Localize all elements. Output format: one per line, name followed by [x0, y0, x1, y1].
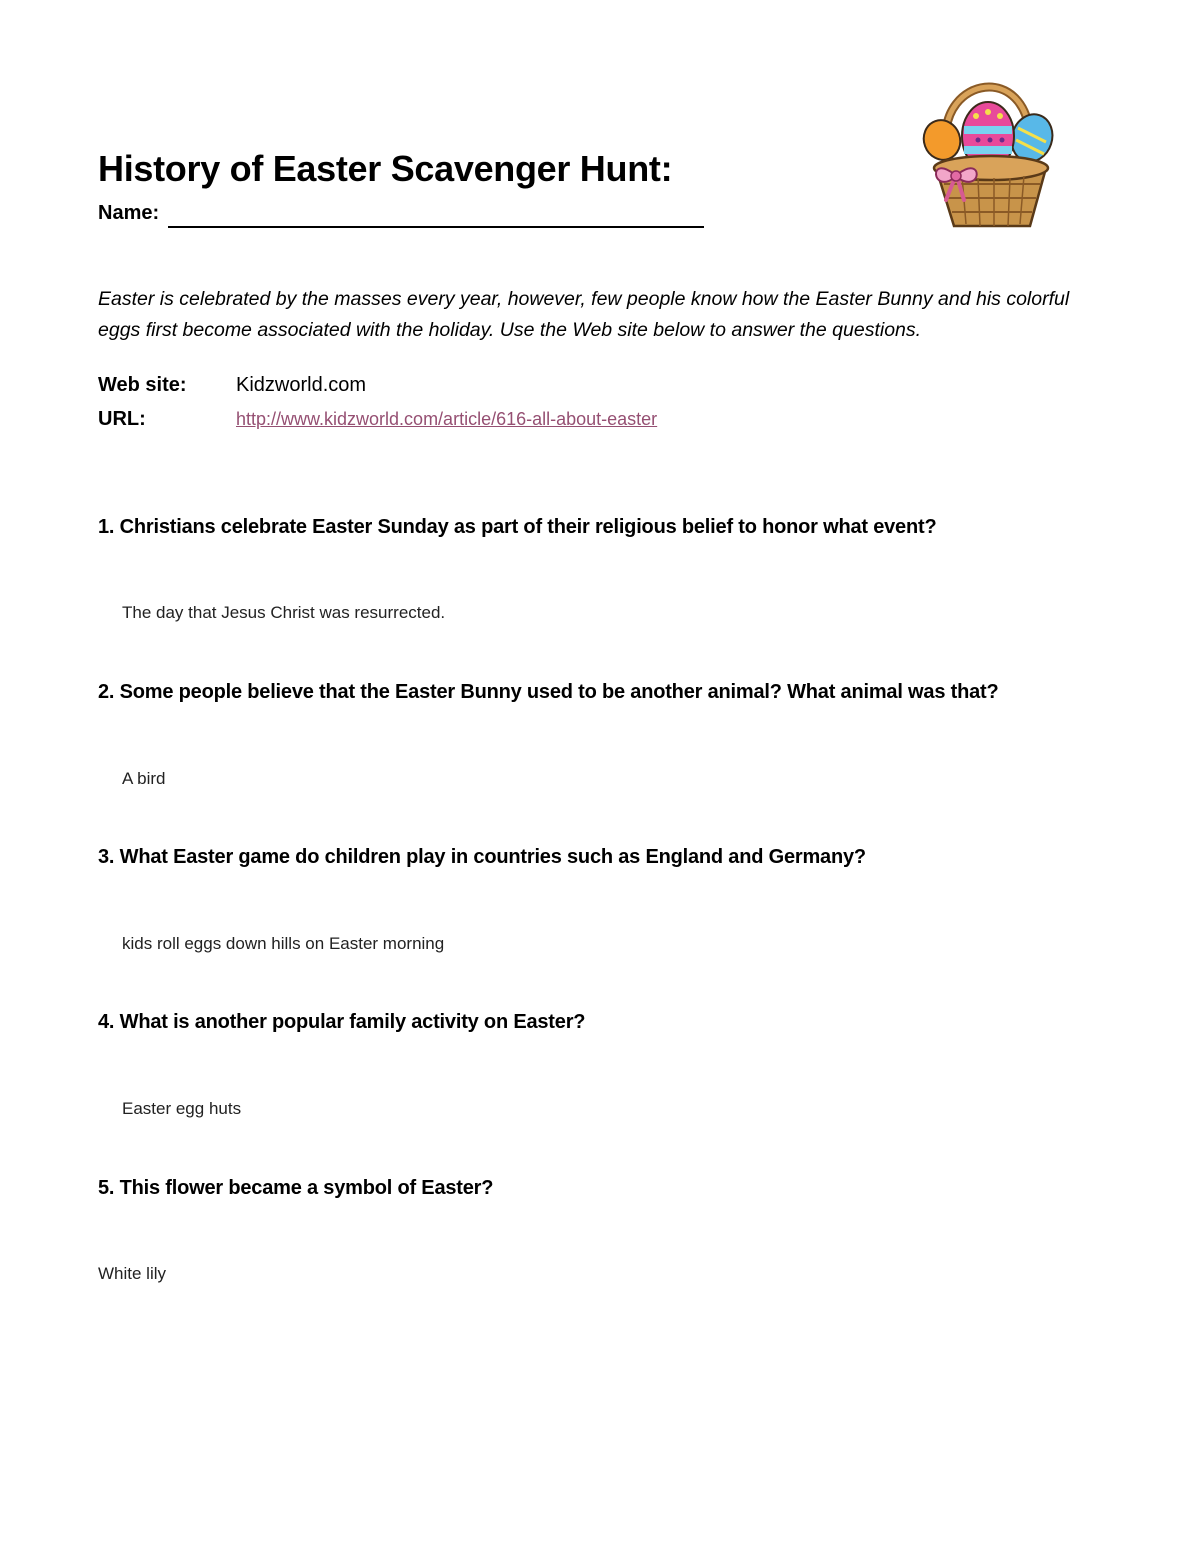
question-3: 3. What Easter game do children play in countries such as England and Germany?	[98, 846, 866, 868]
question-5: 5. This flower became a symbol of Easter?	[98, 1177, 494, 1199]
url-label: URL:	[98, 408, 146, 430]
url-link[interactable]: http://www.kidzworld.com/article/616-all-about-easter	[236, 409, 658, 429]
answer-3: kids roll eggs down hills on Easter morning	[122, 934, 445, 953]
question-4: 4. What is another popular family activity on Easter?	[98, 1011, 586, 1033]
website-label: Web site:	[98, 374, 187, 396]
intro-paragraph: Easter is celebrated by the masses every year, however, few people know how the Easter Bunny and his colorful eggs first become associated with the holiday. Use the Web site below to answer the questions.	[98, 288, 1070, 341]
answer-5: White lily	[98, 1264, 167, 1283]
question-2: 2. Some people believe that the Easter Bunny used to be another animal? What animal was that?	[98, 681, 999, 703]
page-title: History of Easter Scavenger Hunt:	[98, 148, 673, 189]
easter-basket-icon	[918, 66, 1064, 234]
name-field-line	[168, 226, 704, 228]
answer-2: A bird	[122, 769, 166, 788]
answer-1: The day that Jesus Christ was resurrected.	[122, 603, 446, 622]
website-value: Kidzworld.com	[236, 374, 367, 396]
answer-4: Easter egg huts	[122, 1099, 242, 1118]
question-1: 1. Christians celebrate Easter Sunday as part of their religious belief to honor what event?	[98, 516, 937, 538]
name-label: Name:	[98, 202, 160, 224]
